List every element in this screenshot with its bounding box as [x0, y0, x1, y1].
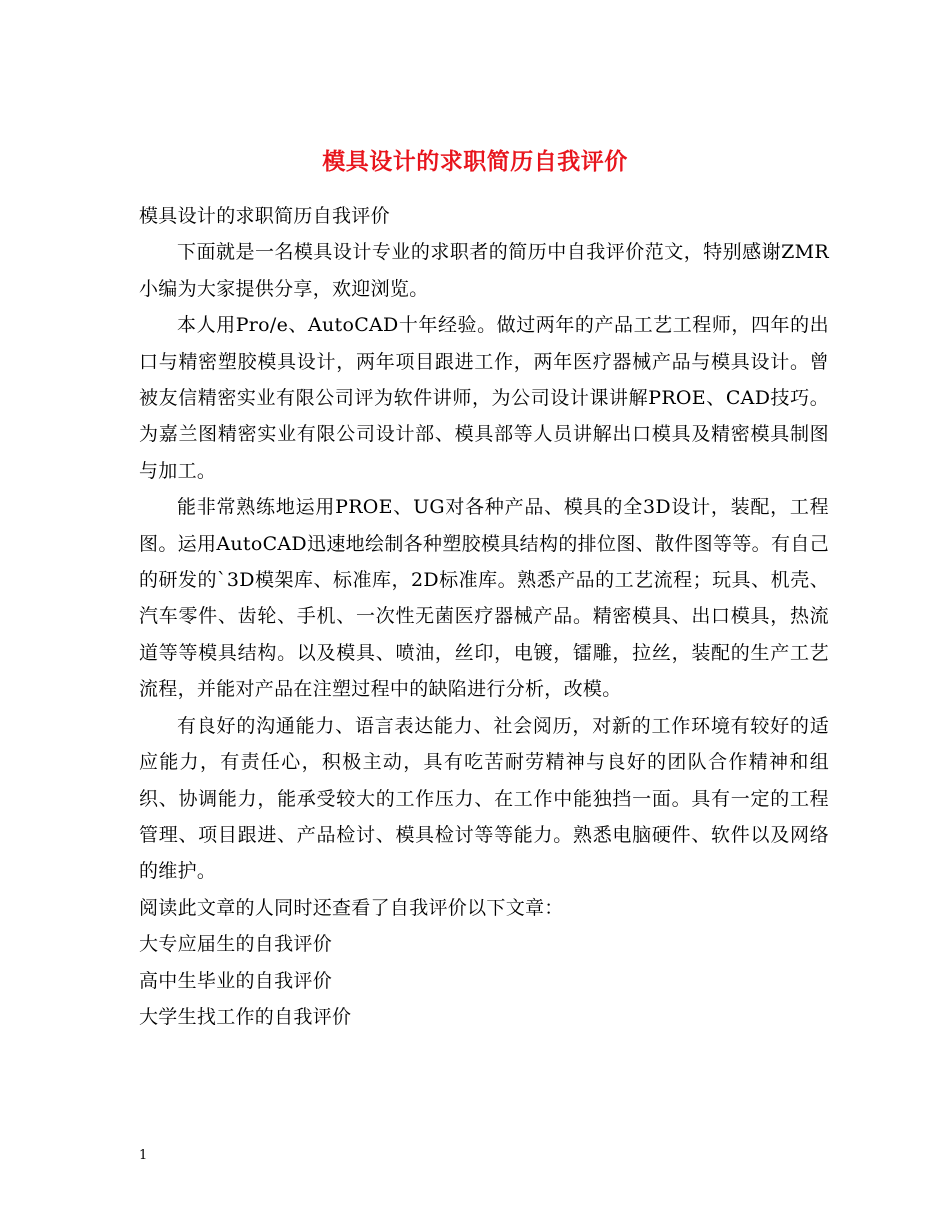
skills-paragraph: 能非常熟练地运用PROE、UG对各种产品、模具的全3D设计，装配，工程图。运用AutoCAD迅速地绘制各种塑胶模具结构的排位图、散件图等等。有自己的研发的`3D模架库、标准库，2D标准库。熟悉产品的工艺流程；玩具、机壳、汽车零件、齿轮、手机、一次性无菌医疗器械产品。精密模具、出口模具，热流道等等模具结构。以及模具、喷油，丝印，电镀，镭雕，拉丝，装配的生产工艺流程，并能对产品在注塑过程中的缺陷进行分析，改模。	[139, 496, 829, 701]
intro-paragraph: 下面就是一名模具设计专业的求职者的简历中自我评价范文，特别感谢ZMR小编为大家提供分享，欢迎浏览。	[139, 241, 829, 300]
related-articles-heading: 阅读此文章的人同时还查看了自我评价以下文章：	[139, 896, 564, 919]
document-title: 模具设计的求职简历自我评价	[322, 148, 628, 176]
document-body	[139, 198, 829, 1035]
related-article-link[interactable]: 大学生找工作的自我评价	[139, 1005, 352, 1028]
page-number: 1	[139, 1148, 148, 1163]
subtitle-line: 模具设计的求职简历自我评价	[139, 205, 390, 227]
related-article-link[interactable]: 高中生毕业的自我评价	[139, 969, 333, 992]
experience-paragraph: 本人用Pro/e、AutoCAD十年经验。做过两年的产品工艺工程师，四年的出口与精密塑胶模具设计，两年项目跟进工作，两年医疗器械产品与模具设计。曾被友信精密实业有限公司评为软件讲师，为公司设计课讲解PROE、CAD技巧。为嘉兰图精密实业有限公司设计部、模具部等人员讲解出口模具及精密模具制图与加工。	[139, 314, 829, 482]
personality-paragraph: 有良好的沟通能力、语言表达能力、社会阅历，对新的工作环境有较好的适应能力，有责任心，积极主动，具有吃苦耐劳精神与良好的团队合作精神和组织、协调能力，能承受较大的工作压力、在工作中能独挡一面。具有一定的工程管理、项目跟进、产品检讨、模具检讨等等能力。熟悉电脑硬件、软件以及网络的维护。	[139, 714, 829, 883]
related-article-link[interactable]: 大专应届生的自我评价	[139, 933, 333, 956]
